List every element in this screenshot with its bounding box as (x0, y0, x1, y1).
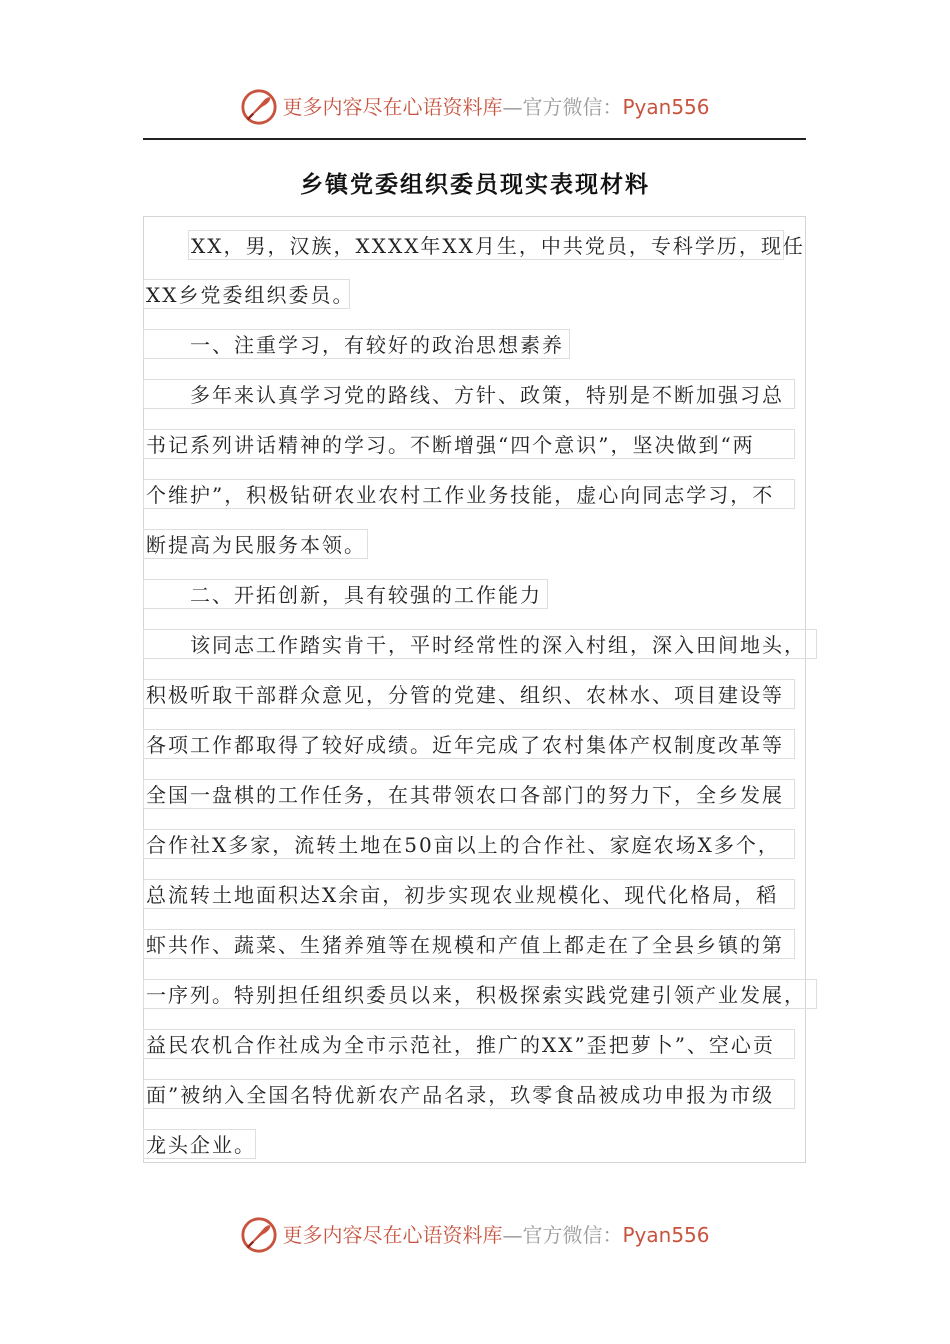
watermark-dash: — (502, 1223, 523, 1247)
text-line: 个维护”，积极钻研农业农村工作业务技能，虚心向同志学习，不 (143, 479, 795, 509)
text-line: 益民农机合作社成为全市示范社，推广的XX”歪把萝卜”、空心贡 (143, 1029, 795, 1059)
watermark-wechat-label: 官方微信： (522, 1223, 623, 1247)
watermark-dash: — (502, 95, 523, 119)
text-line: 龙头企业。 (143, 1129, 256, 1159)
watermark-wechat-id: Pyan556 (622, 95, 710, 119)
watermark-lead-text: 更多内容尽在心语资料库 (282, 95, 503, 119)
watermark-wechat-id: Pyan556 (622, 1223, 710, 1247)
document-title: 乡镇党委组织委员现实表现材料 (300, 171, 650, 198)
pen-feather-logo-icon (240, 88, 278, 126)
text-line: 各项工作都取得了较好成绩。近年完成了农村集体产权制度改革等 (143, 729, 795, 759)
text-line: 面”被纳入全国名特优新农产品名录，玖零食品被成功申报为市级 (143, 1079, 795, 1109)
section-heading: 二、开拓创新，具有较强的工作能力 (143, 579, 548, 609)
text-line: 该同志工作踏实肯干，平时经常性的深入村组，深入田间地头， (143, 629, 817, 659)
header-divider (143, 138, 806, 140)
text-line: XX，男，汉族，XXXX年XX月生，中共党员，专科学历，现任 (188, 230, 784, 260)
footer-watermark (0, 1216, 950, 1254)
text-line: XX乡党委组织委员。 (143, 279, 350, 309)
text-line: 断提高为民服务本领。 (143, 529, 368, 559)
text-line: 书记系列讲话精神的学习。不断增强“四个意识”，坚决做到“两 (143, 429, 795, 459)
text-line: 总流转土地面积达X余亩，初步实现农业规模化、现代化格局，稻 (143, 879, 795, 909)
section-heading: 一、注重学习，有较好的政治思想素养 (143, 329, 570, 359)
pen-feather-logo-icon (240, 1216, 278, 1254)
text-line: 全国一盘棋的工作任务，在其带领农口各部门的努力下，全乡发展 (143, 779, 795, 809)
text-line: 虾共作、蔬菜、生猪养殖等在规模和产值上都走在了全县乡镇的第 (143, 929, 795, 959)
watermark-wechat-label: 官方微信： (522, 95, 623, 119)
text-line: 一序列。特别担任组织委员以来，积极探索实践党建引领产业发展， (143, 979, 817, 1009)
text-line: 积极听取干部群众意见，分管的党建、组织、农林水、项目建设等 (143, 679, 795, 709)
header-watermark (0, 88, 950, 126)
text-line: 合作社X多家，流转土地在50亩以上的合作社、家庭农场X多个， (143, 829, 795, 859)
text-line: 多年来认真学习党的路线、方针、政策，特别是不断加强习总 (143, 379, 795, 409)
watermark-lead-text: 更多内容尽在心语资料库 (282, 1223, 503, 1247)
